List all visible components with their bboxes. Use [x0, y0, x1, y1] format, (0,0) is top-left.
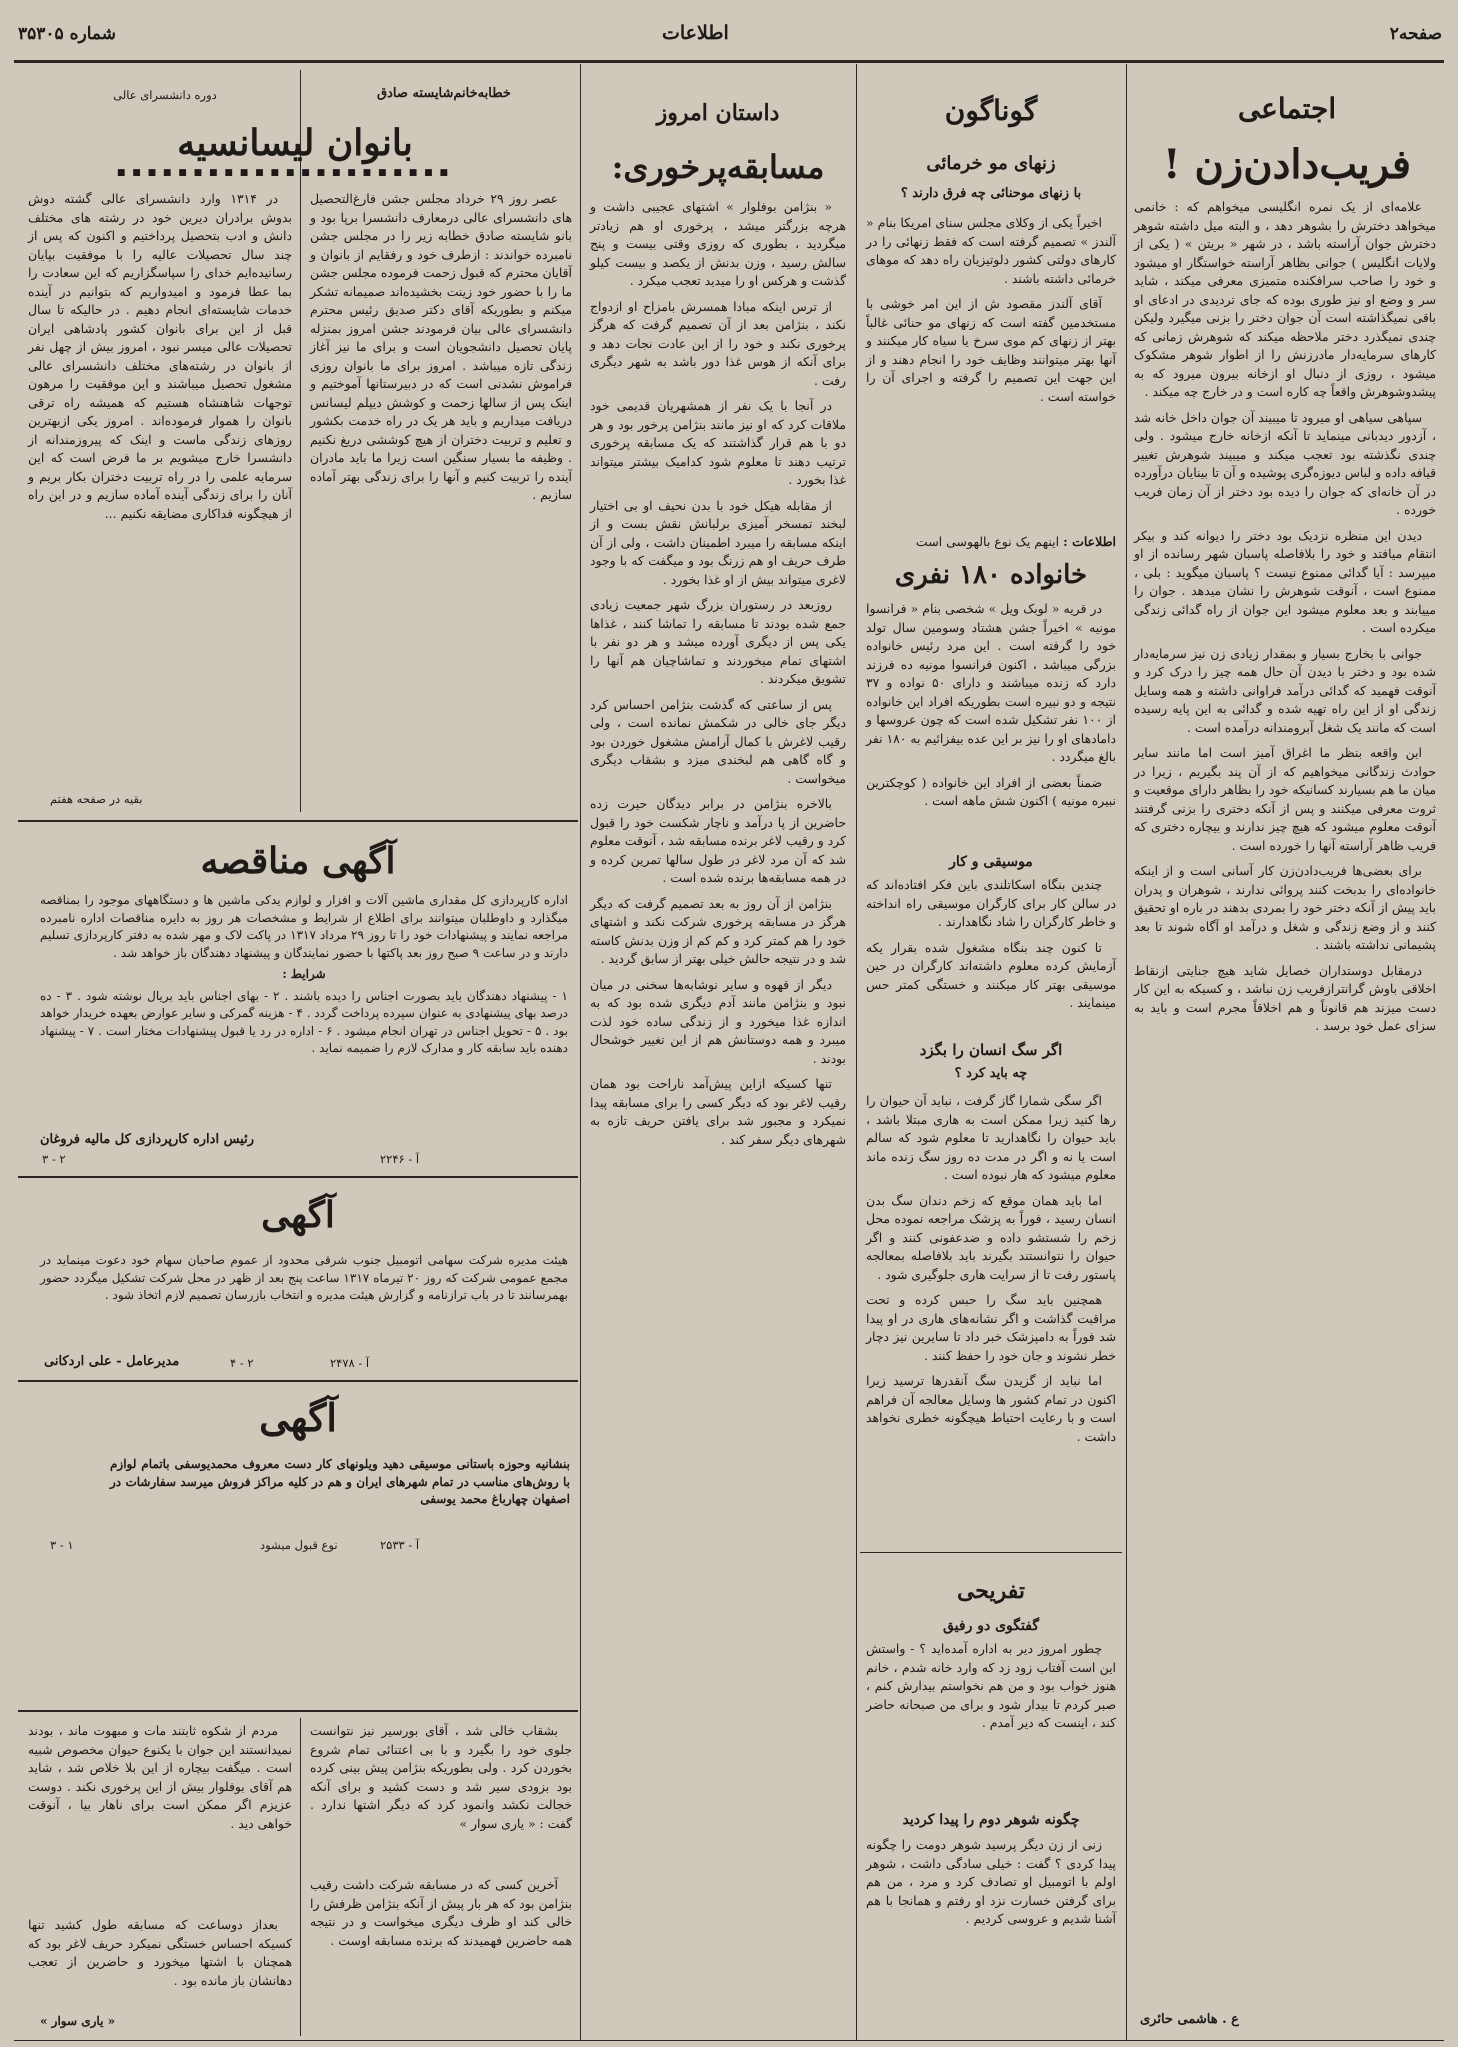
- section-rule: [18, 1176, 578, 1178]
- article-body-women-a: [310, 190, 572, 810]
- section-tag-social: اجتماعی: [1237, 92, 1337, 125]
- ad-signature: مدیرعامل - علی اردکانی: [44, 1354, 180, 1369]
- article-title: خانواده ۱۸۰ نفری: [894, 560, 1088, 590]
- ad-conditions-title: شرایط :: [282, 967, 326, 981]
- column-rule: [300, 70, 301, 812]
- ad-paragraph: هیئت مدیره شرکت سهامی اتومبیل جنوب شرقی محدود از عموم صاحبان سهام خود دعوت مینماید در مجمع عمومی شرکت که روز ۲۰ تیرماه ۱۳۱۷ ساعت پنج بعد از ظهر در محل شرکت تشکیل میگردد حضور بهمرسانند تا در باب ترازنامه و گزارش هیئت مدیره و انتخاب بازرسان تصمیم لازم اتخاذ شود .: [40, 1253, 569, 1302]
- speech-byline: خطابه‌خانم‌شایسته صادق: [377, 86, 511, 101]
- paragraph: روزبعد در رستوران بزرگ شهر جمعیت زیادی جمع شده بودند تا مسابقه را تماشا کنند ، غذاها یکی پس از دیگری آورده میشد و هر دو نفر با اشتهای تمام میخوردند و تماشاچیان هم آنها را تشویق میکردند .: [590, 597, 846, 686]
- paragraph: در ۱۳۱۴ وارد دانشسرای عالی گشته دوش بدوش برادران دیرین خود در رشته های مختلف دانش و ادب بتحصیل پرداختیم و اکنون که پس از چند سال تحصیلات عالیه را با موفقیت بپایان رسانیده‌ایم خدای را سپاسگزاریم که این سعادت را بما عطا فرمود و امیدواریم که بتوانیم در آینده خدمات شایسته‌ای انجام دهیم . در حالیکه تا سال قبل از این برای بانوان کشور پادشاهی ایران تحصیلات عالی میسر نبود ، امروز بیش از چهل نفر از بانوان در رشته‌های مختلف دانشسرای عالی مشغول تحصیل میباشند و این موفقیت را مرهون توجهات شاهنشاه هستیم که همیشه راه ترقی بانوان را هموار فرموده‌اند . امروز یکی ازبهترین روزهای زندگی ماست و اینک که پیروزمندانه از دانشسرا خارج میشویم بر ما فرض است که این سرمایه علمی را در راه تربیت دختران بکار بریم و آنان را برای زندگی آینده آماده سازیم و در این راه از هیچگونه فداکاری مضایقه نکنیم ...: [28, 191, 292, 521]
- paragraph: زنی از زن دیگر پرسید شوهر دومت را چگونه پیدا کردی ؟ گفت : خیلی سادگی داشت ، شوهر اولم با اتومبیل او تصادف کرد و مرد ، من هم برای گرفتن خسارت نزد او رفتم و همانجا با هم آشنا شدیم و عروسی کردیم .: [866, 1837, 1116, 1926]
- ad-title: آگهی: [261, 1194, 335, 1236]
- editor-note: [916, 534, 1116, 549]
- article-body-social: [1134, 198, 1436, 1978]
- paragraph: از ترس اینکه مبادا همسرش بامزاح او ازدواج نکند ، بنژامن بعد از آن تصمیم گرفت که هرگز پرخوری نکند و خود را از این عادت نجات دهد و برای آنکه از هوس غذا دور باشد به شهر دیگری رفت .: [590, 298, 846, 388]
- paragraph: تا کنون چند بنگاه مشغول شده بقرار یکه آزمایش کرده معلوم داشته‌اند کارگران در حین موسیقی بهتر کار میکنند و خستگی کمتر حس مینمایند .: [866, 939, 1116, 1010]
- paragraph: « بنژامن بوفلوار » اشتهای عجیبی داشت و هرچه بزرگتر میشد ، پرخوری او هم زیادتر میگردید ، بطوری که روزی وقتی بیست و پنج سالش رسید ، وزن بدنش از یکصد و بیست کیلو گذشت و هرکس او را میدید تعجب میکرد .: [590, 199, 846, 288]
- paragraph: بالاخره بنژامن در برابر دیدگان حیرت زده حاضرین از پا درآمد و ناچار شکست خود را قبول کرد و رقیب لاغر برنده مسابقه شد ، آنوقت معلوم شد که آن مرد لاغر در طول سالها تمرین کرده و در همه مسابقه‌ها برنده شده است .: [590, 796, 846, 885]
- story-signoff: « یاری سوار »: [40, 2014, 116, 2028]
- article-subtitle: با زنهای موحنائی چه فرق دارند ؟: [900, 186, 1082, 201]
- paragraph: دیدن این منظره نزدیک بود دختر را دیوانه کند و بیکر انتقام میافتد و خود را بلافاصله پاسبان شهر رسانده از او میپرسد : آیا گدائی ممنوع نیست ؟ پاسبان میگوید : بلی ، ممنوع است ، آنوقت شوهرش را نشان میدهد . جوان را مییابند و بعد معلوم میشود این جوان از راه گدائی زندگی میکرده است .: [1134, 527, 1436, 635]
- section-rule: [18, 820, 578, 822]
- paragraph: ضمناً بعضی از افراد این خانواده ( کوچکترین نبیره مونیه ) اکنون شش ماهه است .: [866, 774, 1116, 808]
- paragraph: درمقابل دوستداران خصایل شاید هیچ جنایتی ازنقاط اخلاقی باوش گرانترازفریب زن نباشد ، و کسیکه به این کار دست میزند هم قانوناً و هم اخلاقاً مجرم است و باید به سزای عمل خود برسد .: [1134, 962, 1436, 1033]
- section-tag-story: داستان امروز: [656, 100, 780, 126]
- ad-paragraph: ۱ - پیشنهاد دهندگان باید بصورت اجناس را دیده باشند . ۲ - بهای اجناس باید بریال نوشته شود . ۳ - ده درصد بهای پیشنهادی به عنوان سپرده پرداخت گردد . ۴ - هزینه گمرکی و سایر عوارض بعهده خریدار خواهد بود . ۵ - تحویل اجناس در تهران انجام میشود . ۶ - اداره در رد یا قبول پیشنهادات مختار است . ۷ - پیشنهاد دهنده باید سابقه کار و مدارک لازم را ضمیمه نماید .: [40, 988, 569, 1055]
- paragraph: جوانی با بخارج بسیار و بمقدار زیادی زن نیز سرمایه‌دار شده بود و دختر با دیدن آن حال همه چیز را درک کرد و آنوقت فهمید که گدائی درآمد فراوانی داشته و همه وسایل زندگی او از این راه تهیه شده و گدائی به این پایه رسیده است که مانند یک شغل آبرومندانه درآمده است .: [1134, 645, 1436, 735]
- bottom-rule: [14, 2040, 1444, 2041]
- paragraph: اخیراً یکی از وکلای مجلس سنای امریکا بنام « آلندز » تصمیم گرفته است که فقط زنهائی را در کارهای دولتی کشور دلوتیزیان راه دهد که موهای خرمائی داشته باشند .: [866, 215, 1116, 286]
- paragraph: در قریه « لوبک ویل » شخصی بنام « فرانسوا مونیه » اخیراً جشن هشتاد وسومین سال تولد خود را گرفته است . این مرد رئیس خانواده بزرگی میباشد ، اکنون فرانسوا مونیه ده فرزند دارد که زنده میباشند و دارای ۵۰ نواده و ۳۷ نتیجه و دو نبیره است بطوریکه افراد این خانواده از ۱۰۰ نفر تشکیل شده است که چون عروسها و دامادهای او را نیز بر این عده بیفزائیم به ۱۸۰ نفر بالغ میگردد .: [866, 601, 1116, 764]
- ad-paragraph: بنشانیه وحوزه باستانی موسیقی دهید ویلونهای کار دست معروف محمدیوسفی باتمام لوازم با روش‌های مناسب در تمام شهرهای ایران و هم در کلیه مراکز فروش میرسد سفارشات در اصفهان چهارباغ محمد یوسفی: [110, 1457, 570, 1506]
- story-continuation-c4: [28, 1916, 292, 2012]
- paragraph: برای بعضی‌ها فریب‌دادن‌زن کار آسانی است و از اینکه خانواده‌ای را بدبخت کنند پروائی ندارند ، شوهران و پدران باید پیش از آنکه دختر خود را بمردی بدهند در باره او تحقیق کنند و از وضع زندگی و شغل و درآمد او آگاه شوند تا بعد پشیمانی نداشته باشند .: [1134, 863, 1436, 952]
- column-rule: [300, 1718, 301, 2036]
- paragraph: آقای آلندز مقصود ش از این امر خوشی با مستخدمین گفته است که زنهای مو حنائی غالباً بهتر از زنهای کم موی سرخ یا سیاه کار میکنند و آنها بهتر میتوانند وظایف خود را انجام دهند و از این جهت این تصمیم را گرفته و اجرای آن را خواسته است .: [866, 296, 1116, 404]
- ad-number: آ - ۲۲۴۶: [380, 1152, 420, 1166]
- article-title: موسیقی و کار: [949, 854, 1033, 870]
- ad-number: آ - ۲۴۷۸: [330, 1356, 370, 1370]
- article-body-music: [866, 876, 1116, 1036]
- title-ornament: ■ ■ ■ ■ ■ ■ ■ ■ ■ ■ ■ ■ ■ ■ ■ ■ ■ ■ ■ ■ ■ ■: [116, 168, 450, 178]
- article-body-story: [590, 198, 846, 2036]
- section-rule: [860, 1552, 1122, 1553]
- article-title: چگونه شوهر دوم را پیدا کردید: [902, 1812, 1080, 1828]
- paragraph: آخرین کسی که در مسابقه شرکت داشت رقیب بنژامن بود که هر بار پیش از آنکه بنژامن ظرفش را خالی کند او ظرف دیگری میخواست و در نتیجه همه حاضرین فهمیدند که برنده مسابقه اوست .: [310, 1877, 572, 1948]
- ad-title: آگهی مناقصه: [200, 840, 396, 882]
- paragraph: مردم از شکوه ثابتند مات و مبهوت ماند ، بودند نمیدانستند این جوان با یکنوع حیوان مخصوص شبیه است . میگفت بیچاره از این بلا خلاص شد ، شاید هم آقای بوفلوار بیش از این پرخوری نکند . دوست عزیزم اگر ممکن است برای ناهار بیا ، آنوقت خواهی دید .: [28, 1723, 292, 1831]
- article-body-dog: [866, 1092, 1116, 1542]
- ad-body-tender: [40, 892, 568, 1122]
- page-number: صفحه۲: [1389, 24, 1442, 44]
- editor-note-label: اطلاعات :: [1063, 534, 1116, 549]
- paragraph: عصر روز ۲۹ خرداد مجلس جشن فارغ‌التحصیل های دانشسرای عالی درمعارف دانشسرا برپا بود و بانو شایسته صادق خطابه زیر را در مجلس جشن نامبرده خواندند : ازطرف خود و رفقایم از بانوان و آقایان محترم که قبول زحمت فرموده مجلس جشن ما را با حضور خود زینت بخشیده‌اند صمیمانه تشکر میکنم و بطوریکه آقای دکتر صدیق رئیس محترم دانشسرای عالی بیان فرمودند جشن امروز بمنزله پایان تحصیل دانشجویان است و برای ما نیز آغاز زندگی تازه میباشد . امروز برای ما بانوان روزی فراموش نشدنی است که در دبیرستانها آموختیم و اینک پس از سالها زحمت و کوشش دیپلم لیسانس دریافت میداریم و باید هر یک در راه خدمت بکشور و تعلیم و تربیت دختران از هیچ کوششی دریغ نکنیم . وظیفه ما بسیار سنگین است زیرا ما باید مادران آینده را تربیت کنیم و آنها را برای زندگی بهتر آماده سازیم .: [310, 191, 572, 502]
- column-rule: [856, 64, 857, 2040]
- ad-reference: ۲ - ۳: [42, 1152, 66, 1166]
- ad-paragraph: اداره کارپردازی کل مقداری ماشین آلات و افزار و لوازم یدکی ماشین ها و دستگاههای موجود را بمناقصه میگذارد و داوطلبان میتوانند برای اطلاع از شرایط و مشخصات هر روز به دایره مناقصات اداره نامبرده مراجعه نمایند و پیشنهادات خود را تا روز ۲۹ مرداد ۱۳۱۷ در پاکت لاک و مهر شده به دفتر کارپردازی تسلیم دارند و در ساعت ۹ صبح روز بعد پاکتها با حضور نمایندگان و پیشنهاد دهندگان باز خواهد شد .: [40, 893, 569, 960]
- ad-number: آ - ۲۵۳۳: [380, 1538, 420, 1552]
- article-title: بانوان لیسانسیه: [177, 122, 413, 164]
- paragraph: تنها کسیکه ازاین پیش‌آمد ناراحت بود همان رقیب لاغر بود که دیگر کسی را برای مسابقه پیدا نمیکرد و مجبور شد برای یافتن حریف تازه به شهرهای دیگر سفر کند .: [590, 1076, 846, 1147]
- column-rule: [1126, 64, 1127, 2040]
- article-title: فریب‌دادن‌زن !: [1163, 141, 1411, 188]
- ad-reference: ۱ - ۳: [50, 1538, 74, 1552]
- issue-number: شماره ۳۵۳۰۵: [18, 24, 116, 44]
- paragraph: چندین بنگاه اسکاتلندی باین فکر افتاده‌اند که در سالن کار برای کارگران موسیقی راه انداخته و خاطر کارگران را شاد نگاهدارند .: [866, 877, 1116, 929]
- paragraph: این واقعه بنظر ما اغراق آمیز است اما مانند سایر حوادث زندگانی میخواهیم که از آن پند بگیریم ، زیرا در میان ما هم بسیارند کسانیکه خود را بظاهر دارای موقعیت و ثروت معرفی میکنند و پس از آنکه دختری را بزنی گرفتند آنوقت معلوم میشود که هیچ چیز ندارند و بیچاره دختری که فریب ظاهر آراسته آنها را خورده است .: [1134, 745, 1436, 853]
- article-body-husband: [866, 1836, 1116, 2032]
- paragraph: دیگر از قهوه و سایر نوشابه‌ها سخنی در میان نبود و بنژامن مانند آدم دیگری شده بود که به اندازه غذا میخورد و از زندگی ساده خود لذت میبرد و همه دوستانش هم از این تغییر خوشحال بودند .: [590, 976, 846, 1066]
- paragraph: اما باید همان موقع که زخم دندان سگ بدن انسان رسید ، فوراً به پزشک مراجعه نموده محل زخم را شستشو داده و ضدعفونی کنند و اگر حیوان را نتوانستند بگیرند باید بلافاصله بمعالجه پاستور رفت تا از سرایت هاری جلوگیری شود .: [866, 1192, 1116, 1282]
- section-tag-funny: تفریحی: [956, 1578, 1026, 1604]
- section-tag-misc: گوناگون: [944, 94, 1038, 127]
- story-continuation-c3: [310, 1876, 572, 2036]
- ad-signature: رئیس اداره کارپردازی کل مالیه فروغان: [40, 1132, 254, 1147]
- newspaper-name: اطلاعات: [662, 22, 729, 44]
- article-title: گفتگوی دو رفیق: [943, 1618, 1039, 1634]
- masthead-rule: [14, 60, 1444, 63]
- paragraph: اما نباید از گزیدن سگ آنقدرها ترسید زیرا اکنون در تمام کشور ها وسایل معالجه آن فراهم است و با رعایت احتیاط هیچگونه خطری نخواهد داشت .: [866, 1373, 1116, 1444]
- paragraph: در آنجا با یک نفر از همشهریان قدیمی خود ملاقات کرد که او نیز مانند بنژامن پرخور بود و هر دو با هم قرار گذاشتند که یک مسابقه پرخوری ترتیب دهند تا معلوم شود کدامیک بیشتر میتواند غذا بخورد .: [590, 398, 846, 487]
- column-rule: [580, 64, 581, 2040]
- ad-title: آگهی: [259, 1395, 337, 1440]
- section-rule: [18, 1380, 578, 1382]
- ad-reference: ۲ - ۴: [230, 1356, 254, 1370]
- article-title: اگر سگ انسان را بگزد: [919, 1041, 1063, 1059]
- paragraph: از مقابله هیکل خود با بدن نحیف او بی اختیار لبخند تمسخر آمیزی برلبانش نقش بست و از اینکه مسابقه را میبرد اطمینان داشت ، ولی از آن طرف حریف او هم زرنگ بود و میگفت که با وجود لاغری میتواند بیش از او غذا بخورد .: [590, 497, 846, 587]
- article-signature: ع . هاشمی حائری: [1140, 2012, 1239, 2027]
- paragraph: بعداز دوساعت که مسابقه طول کشید تنها کسیکه احساس خستگی نمیکرد حریف لاغر بود که همچنان با اشتها میخورد و حاضرین از تعجب دهانشان باز مانده بود .: [28, 1917, 292, 1988]
- article-body-funny: [866, 1640, 1116, 1800]
- paragraph: همچنین باید سگ را حبس کرده و تحت مراقبت گذاشت و اگر نشانه‌های هاری در او پیدا شد فوراً به دامپزشک خبر داد تا سایرین نیز دچار خطر نشوند و جان خود را حفظ کنند .: [866, 1292, 1116, 1363]
- paragraph: اگر سگی شمارا گاز گرفت ، نباید آن حیوان را رها کنید زیرا ممکن است به هاری مبتلا باشد ، باید حیوان را نگاهدارید تا معلوم شود که سالم است یا نه و اگر در مدت ده روز سگ زنده ماند معلوم میشود که هار نبوده است .: [866, 1093, 1116, 1182]
- editor-note-text: اینهم یک نوع بالهوسی است: [915, 534, 1060, 549]
- paragraph: چطور امروز دیر به اداره آمده‌اید ؟ - واستش این است آفتاب زود زد که وارد خانه شدم ، خانم هنوز خواب بود و من هم نخواستم بیدارش کنم ، صبر کردم تا بیدار شود و برای من صبحانه حاضر کند ، اینست که دیر آمدم .: [866, 1641, 1116, 1730]
- ad-note: نوع قبول میشود: [260, 1538, 338, 1552]
- article-title: مسابقه‌پرخوری:: [611, 148, 825, 186]
- paragraph: علامه‌ای از یک نمره انگلیسی میخواهم که : خانمی میخواهد دخترش را بشوهر دهد ، و البته میل داشته شوهر دخترش جوان آراسته باشد ، در شهر « بریتن » ( یکی از ولایات انگلیس ) جوانی بظاهر آراسته خواستگار او میشود و خود را صاحب سرافکنده متمیزی معرفی میکند ، شاید سر و وضع او نیز طوری بوده که جای تردیدی در ادعای او باقی نمیگذاشته است آن جوان دختر را بزنی میگیرد ولیکن چندی نمیگذرد دختر ملاحظه میکند که شوهرش زمانی که کارهای سرمایه‌دار مادرزنش را از اطوار شوهر مشکوک میشود ، روزی از دنبال او ازخانه بیرون میرود که به پیشدوشوهرش واقعاً چه کاره است و در خارج چه میکند .: [1134, 199, 1436, 399]
- story-continuation-c2: [310, 1722, 572, 1872]
- article-title: زنهای مو خرمائی: [926, 153, 1056, 174]
- story-continuation-c1: [28, 1722, 292, 1912]
- paragraph: بنژامن از آن روز به بعد تصمیم گرفت که دیگر هرگز در مسابقه پرخوری شرکت نکند و اشتهای خود را هم کمتر کرد و کم کم از وزن بدنش کاسته شد و در نتیجه حالش خیلی بهتر از سابق گردید .: [590, 895, 846, 966]
- article-body-misc: [866, 214, 1116, 532]
- article-subtitle: چه باید کرد ؟: [954, 1066, 1028, 1081]
- continued-note: بقیه در صفحه هفتم: [50, 792, 143, 806]
- ad-body-meeting: [40, 1252, 568, 1350]
- article-body-women-b: [28, 190, 292, 790]
- paragraph: سپاهی سیاهی او میرود تا میبیند آن جوان داخل خانه شد ، آزدور دیدبانی مینماید تا آنکه ازخانه خارج میشود . ولی چندی نگذشته بود تعجب میکند و میبیند شوهرش تغییر قیافه داده و لباس دیوزه‌گری پوشیده و آن تا بینایان درآورده در آن خانه‌ای که جوان را دیده بود دختر از آن زمان فریب خورده .: [1134, 409, 1436, 517]
- speech-occasion: دوره دانشسرای عالی: [113, 88, 217, 102]
- section-rule: [18, 1710, 578, 1712]
- ad-body-violin: [110, 1456, 570, 1532]
- article-body-family: [866, 600, 1116, 848]
- paragraph: پس از ساعتی که گذشت بنژامن احساس کرد دیگر جای خالی در شکمش نمانده است ، ولی رقیب لاغرش با کمال آرامش مشغول خوردن بود و گاه گاهی هم لبخندی میزد و بشقاب دیگری میخواست .: [590, 696, 846, 786]
- paragraph: بشقاب خالی شد ، آقای بورسیر نیز نتوانست جلوی خود را بگیرد و با بی اعتنائی تمام شروع بخوردن کرد . ولی بطوریکه بنژامن پیش بینی کرده بود بزودی سیر شد و دست کشید و برای آنکه خجالت نکشد وانمود کرد که دیگر اشتها ندارد . گفت : « یاری سوار »: [310, 1723, 572, 1831]
